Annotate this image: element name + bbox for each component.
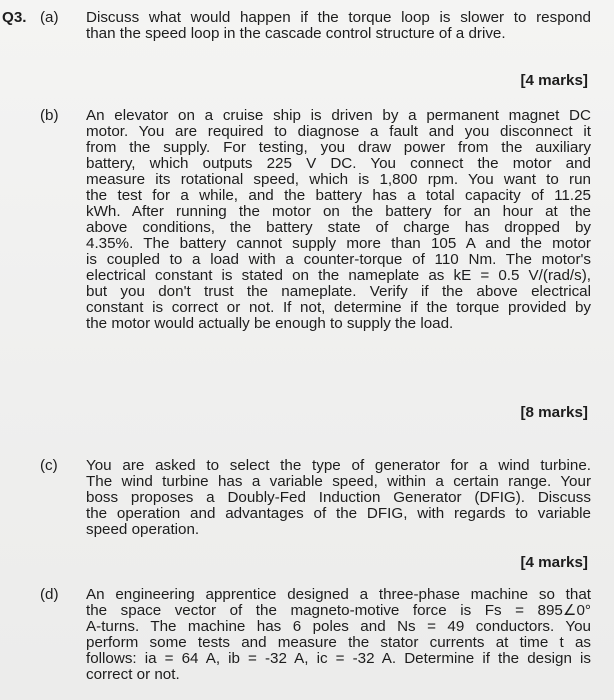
text-line: constant is correct or not. If not, determine if the torque provided by — [86, 299, 591, 316]
text-line: An elevator on a cruise ship is driven by a permanent magnet DC — [86, 107, 591, 124]
text-line: Discuss what would happen if the torque loop is slower to respond — [86, 9, 591, 26]
text-line: but you don't trust the nameplate. Verify if the above electrical — [86, 283, 591, 300]
part-c-text — [86, 458, 591, 538]
text-line: battery, which outputs 225 V DC. You connect the motor and — [86, 155, 591, 172]
text-line: the space vector of the magneto-motive force is Fs = 895∠0° — [86, 602, 591, 619]
text-line: electrical constant is stated on the nameplate as kE = 0.5 V/(rad/s), — [86, 267, 591, 284]
text-line: The wind turbine has a variable speed, within a certain range. Your — [86, 473, 591, 490]
text-line: is coupled to a load with a counter-torque of 110 Nm. The motor's — [86, 251, 591, 268]
text-line: the test for a while, and the battery has a total capacity of 11.25 — [86, 187, 591, 204]
text-line: kWh. After running the motor on the battery for an hour at the — [86, 203, 591, 220]
text-line: You are asked to select the type of generator for a wind turbine. — [86, 457, 591, 474]
part-a-label: (a) — [40, 9, 59, 26]
part-d-label: (d) — [40, 586, 59, 603]
text-line: correct or not. — [86, 666, 180, 683]
text-line: than the speed loop in the cascade control structure of a drive. — [86, 25, 506, 42]
part-d-text — [86, 587, 591, 683]
text-line: the operation and advantages of the DFIG, with regards to variable — [86, 505, 591, 522]
text-line: the motor would actually be enough to supply the load. — [86, 315, 454, 332]
text-line: follows: ia = 64 A, ib = -32 A, ic = -32 A. Determine if the design is — [86, 650, 591, 667]
text-line: perform some tests and measure the stator currents at time t as — [86, 634, 591, 651]
text-line: from the supply. For testing, you draw power from the auxiliary — [86, 139, 591, 156]
text-line: speed operation. — [86, 521, 200, 538]
part-c-label: (c) — [40, 457, 58, 474]
question-number: Q3. — [2, 9, 27, 26]
text-line: above conditions, the battery state of charge has dropped by — [86, 219, 591, 236]
part-b-label: (b) — [40, 107, 59, 124]
text-line: measure its rotational speed, which is 1,800 rpm. You want to run — [86, 171, 591, 188]
part-c-marks: [4 marks] — [520, 554, 588, 571]
text-line: 4.35%. The battery cannot supply more than 105 A and the motor — [86, 235, 591, 252]
text-line: An engineering apprentice designed a three-phase machine so that — [86, 586, 591, 603]
part-b-text — [86, 108, 591, 332]
text-line: A-turns. The machine has 6 poles and Ns = 49 conductors. You — [86, 618, 591, 635]
part-b-marks: [8 marks] — [520, 404, 588, 421]
text-line: motor. You are required to diagnose a fault and you disconnect it — [86, 123, 591, 140]
text-line: boss proposes a Doubly-Fed Induction Generator (DFIG). Discuss — [86, 489, 591, 506]
part-a-text — [86, 10, 591, 42]
part-a-marks: [4 marks] — [520, 72, 588, 89]
